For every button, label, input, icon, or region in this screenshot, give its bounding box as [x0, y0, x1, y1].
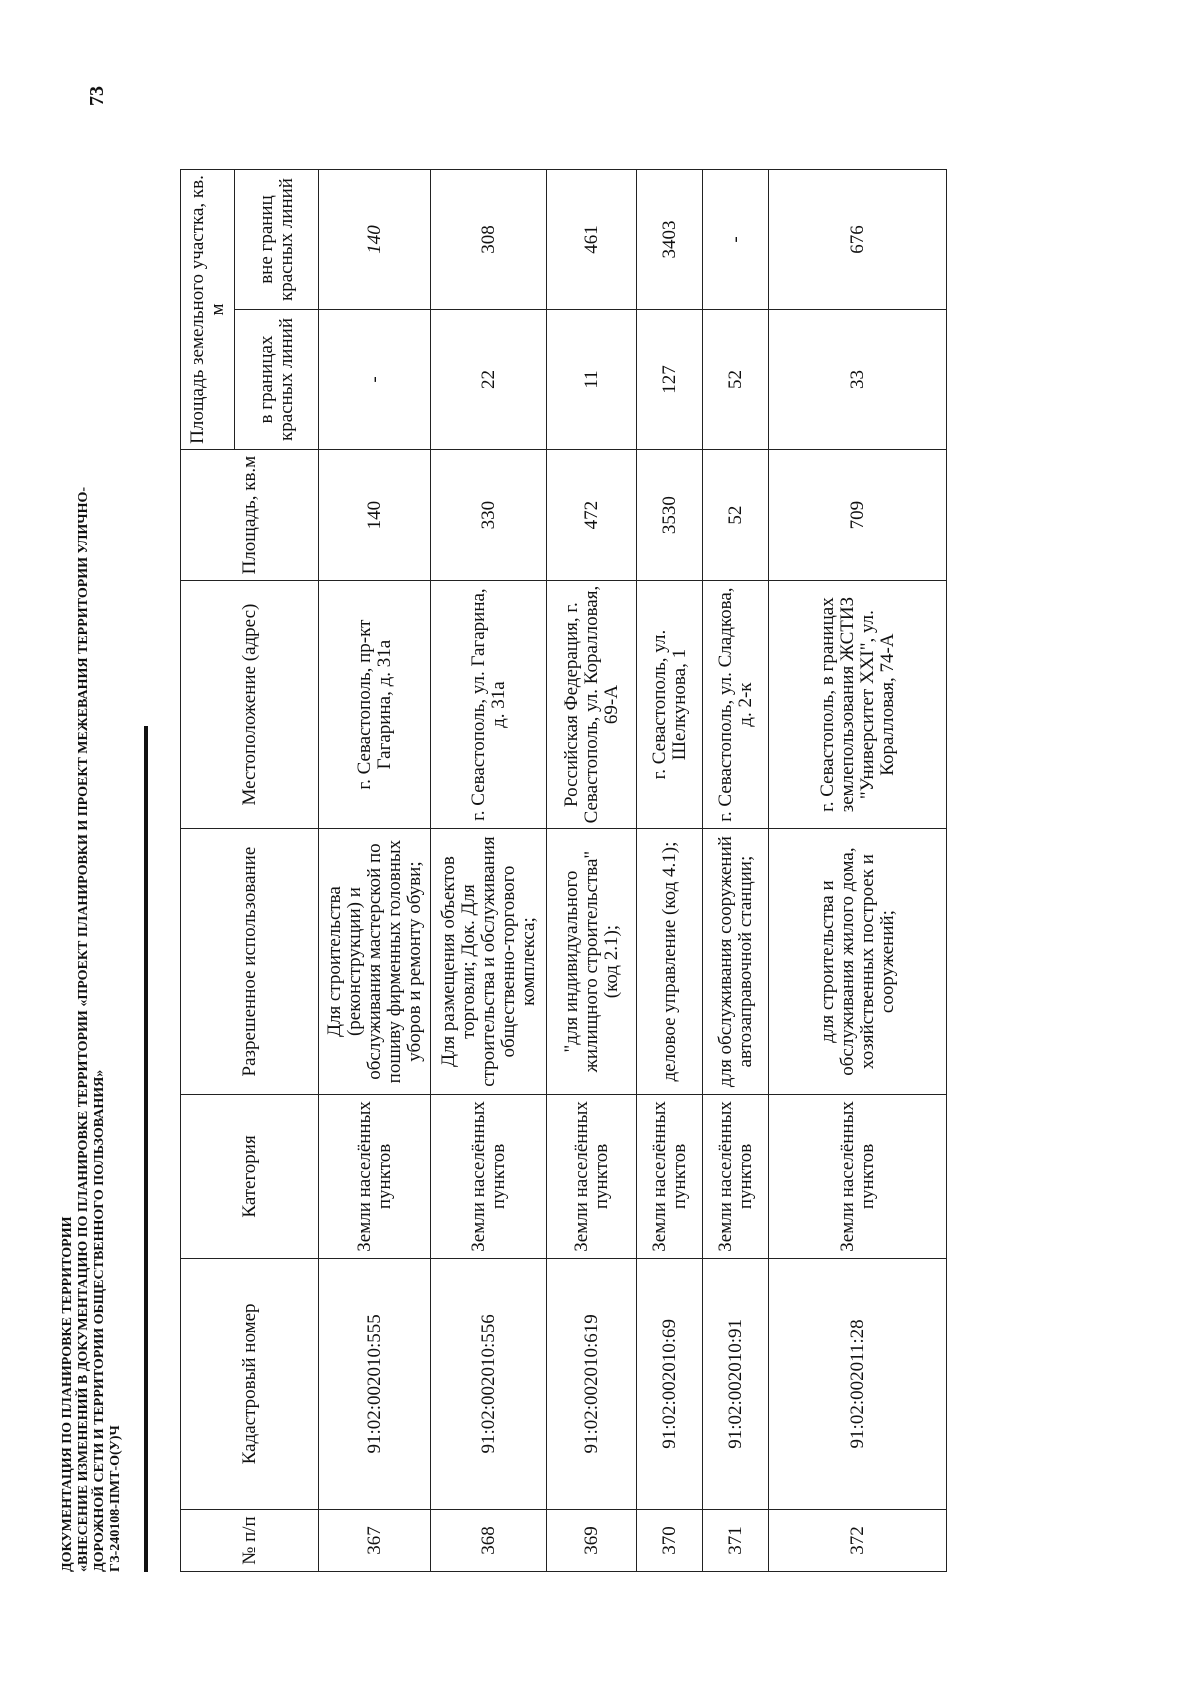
- cell-address: г. Севастополь, ул. Гагарина, д. 31а: [431, 581, 547, 829]
- header-inside-red-lines: в границах красных линий: [235, 310, 319, 450]
- cell-outside: 140: [319, 170, 431, 310]
- document-header: [60, 422, 124, 1572]
- cell-no: 367: [319, 1510, 431, 1572]
- header-line: ДОРОЖНОЙ СЕТИ И ТЕРРИТОРИИ ОБЩЕСТВЕННОГО ПОЛЬЗОВАНИЯ»: [92, 1069, 107, 1572]
- cell-inside: 127: [637, 310, 703, 450]
- cell-category: Земли населённых пунктов: [769, 1095, 947, 1258]
- cell-outside: 676: [769, 170, 947, 310]
- cell-no: 368: [431, 1510, 547, 1572]
- table-row: [319, 170, 431, 1572]
- cell-area: 330: [431, 449, 547, 580]
- cell-cadastral: 91:02:002010:69: [637, 1258, 703, 1509]
- header-line: ДОКУМЕНТАЦИЯ ПО ПЛАНИРОВКЕ ТЕРРИТОРИИ: [60, 1216, 75, 1572]
- cell-category: Земли населённых пунктов: [703, 1095, 769, 1258]
- cell-category: Земли населённых пунктов: [431, 1095, 547, 1258]
- table-row: [769, 170, 947, 1572]
- cell-no: 369: [547, 1510, 637, 1572]
- cell-use: для строительства и обслуживания жилого дома, хозяйственных построек и сооружений;: [769, 828, 947, 1094]
- cell-inside: 52: [703, 310, 769, 450]
- cell-outside: 308: [431, 170, 547, 310]
- cell-outside: 461: [547, 170, 637, 310]
- cell-use: "для индивидуального жилищного строительства" (код 2.1);: [547, 828, 637, 1094]
- table-row: [547, 170, 637, 1572]
- cell-cadastral: 91:02:002010:555: [319, 1258, 431, 1509]
- cell-no: 371: [703, 1510, 769, 1572]
- cell-address: Российская Федерация, г. Севастополь, ул. Коралловая, 69-А: [547, 581, 637, 829]
- cell-category: Земли населённых пунктов: [547, 1095, 637, 1258]
- cell-address: г. Севастополь, ул. Шелкунова, 1: [637, 581, 703, 829]
- header-divider: [144, 726, 148, 1572]
- cell-outside: -: [703, 170, 769, 310]
- cell-address: г. Севастополь, в границах землепользования ЖСТИЗ "Университет XXI", ул. Коралловая, 74-А: [769, 581, 947, 829]
- cell-address: г. Севастополь, ул. Сладкова, д. 2-к: [703, 581, 769, 829]
- cell-cadastral: 91:02:002010:91: [703, 1258, 769, 1509]
- table-row: [703, 170, 769, 1572]
- cell-use: Для строительства (реконструкции) и обслуживания мастерской по пошиву фирменных головных уборов и ремонту обуви;: [319, 828, 431, 1094]
- cell-use: деловое управление (код 4.1);: [637, 828, 703, 1094]
- cell-cadastral: 91:02:002011:28: [769, 1258, 947, 1509]
- cell-inside: 11: [547, 310, 637, 450]
- cell-no: 372: [769, 1510, 947, 1572]
- cell-category: Земли населённых пунктов: [637, 1095, 703, 1258]
- header-area: Площадь, кв.м: [181, 449, 319, 580]
- cell-area: 472: [547, 449, 637, 580]
- header-permitted-use: Разрешенное использование: [181, 828, 319, 1094]
- cell-inside: 33: [769, 310, 947, 450]
- page-number: 73: [86, 86, 108, 106]
- cell-no: 370: [637, 1510, 703, 1572]
- header-address: Местоположение (адрес): [181, 581, 319, 829]
- header-line: ГЗ-240108-ПМТ-О(У)Ч: [108, 1425, 123, 1572]
- cell-inside: 22: [431, 310, 547, 450]
- cell-cadastral: 91:02:002010:556: [431, 1258, 547, 1509]
- cell-area: 140: [319, 449, 431, 580]
- cell-cadastral: 91:02:002010:619: [547, 1258, 637, 1509]
- header-no: № п/п: [181, 1510, 319, 1572]
- cell-address: г. Севастополь, пр-кт Гагарина, д. 31а: [319, 581, 431, 829]
- land-plots-table: [180, 169, 947, 1572]
- header-cadastral-number: Кадастровый номер: [181, 1258, 319, 1509]
- header-line: «ВНЕСЕНИЕ ИЗМЕНЕНИЙ В ДОКУМЕНТАЦИЮ ПО ПЛАНИРОВКЕ ТЕРРИТОРИИ «ПРОЕКТ ПЛАНИРОВКИ И ПРОЕКТ МЕЖЕВАНИЯ ТЕРРИТОРИИ УЛИЧНО-: [76, 486, 91, 1572]
- cell-outside: 3403: [637, 170, 703, 310]
- header-plot-area-group: Площадь земельного участка, кв. м: [181, 170, 235, 450]
- cell-inside: -: [319, 310, 431, 450]
- header-outside-red-lines: вне границ красных линий: [235, 170, 319, 310]
- table-row: [637, 170, 703, 1572]
- header-category: Категория: [181, 1095, 319, 1258]
- cell-use: Для размещения объектов торговли; Док. Для строительства и обслуживания общественно-торгового комплекса;: [431, 828, 547, 1094]
- cell-area: 709: [769, 449, 947, 580]
- cell-area: 3530: [637, 449, 703, 580]
- cell-category: Земли населённых пунктов: [319, 1095, 431, 1258]
- cell-area: 52: [703, 449, 769, 580]
- table-row: [431, 170, 547, 1572]
- cell-use: для обслуживания сооружений автозаправочной станции;: [703, 828, 769, 1094]
